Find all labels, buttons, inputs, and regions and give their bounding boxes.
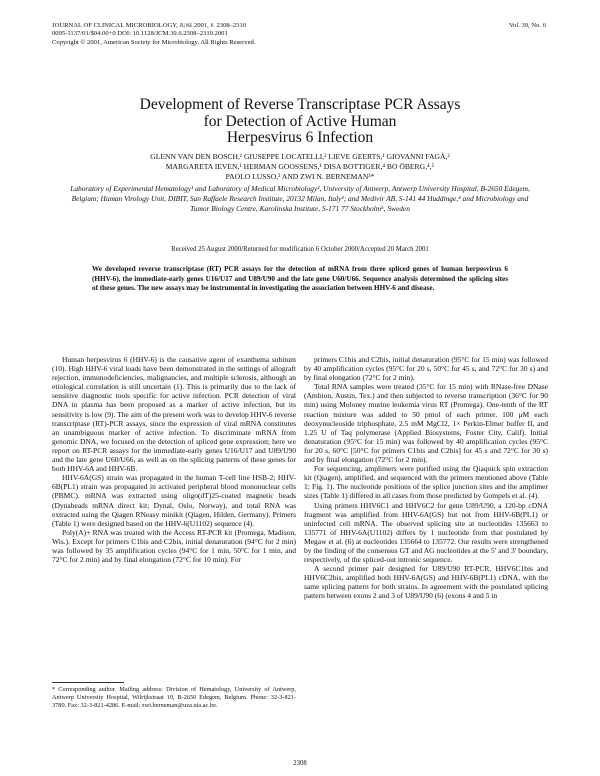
received-dates: Received 25 August 2000/Returned for modification 6 October 2000/Accepted 20 March 2001 bbox=[171, 246, 429, 253]
paragraph: HHV-6A(GS) strain was propagated in the human T-cell line HSB-2; HHV-6B(PL1) strain was propagated in activated peripheral blood mononuclear cells (PBMC). mRNA was extracted using oligo(dT)25-coated magnetic beads (Dynabeads mRNA direct kit; Dynal, Oslo, Norway), and total RNA was extracted using the Qiagen RNeasy minikit (Qiagen, Hilden, Germany). Primers (Table 1) were designed based on the HHV-6(U1102) sequence (4). bbox=[52, 473, 296, 528]
paragraph: Using primers HHV6C1 and HHV6C2 for gene U89/U90, a 120-bp cDNA fragment was amplified from HHV-6A(GS) but not from HHV-6B(PL1) or uninfected cell mRNA. The observed splicing site at nucleotides 135663 to 135771 of HHV-6A(U1102) differs by 1 nucleotide from that postulated by Megaw et al. (6) at nucleotides 135664 to 135772. Our results were strengthened by the finding of the consensus GT and AG nucleotides at the 5′ and 3′ boundary, respectively, of the spliced-out intronic sequence. bbox=[304, 500, 548, 565]
footnote-divider bbox=[52, 682, 124, 683]
title-line-2: for Detection of Active Human bbox=[203, 112, 397, 130]
article-title bbox=[60, 97, 540, 147]
paragraph: Poly(A)+ RNA was treated with the Access RT-PCR kit (Promega, Madison, Wis.). Except for primers C1bis and C2bis, initial denaturation (94°C for 2 min) was followed by 35 amplification cycles (94°C for 1 min, 50°C for 1 min, and 72°C for 2 min) and by final elongation (72°C for 10 min). For bbox=[52, 527, 296, 565]
journal-header bbox=[52, 22, 255, 47]
authors-line-1: GLENN VAN DEN BOSCH,¹ GIUSEPPE LOCATELLI,² LIEVE GEERTS,¹ GIOVANNI FAGÀ,² bbox=[150, 152, 450, 161]
authors-line-2: MARGARETA IEVEN,¹ HERMAN GOOSSENS,¹ DISA BOTTIGER,⁴ BO ÖBERG,⁴,⁵ bbox=[165, 162, 435, 171]
paragraph: Human herpesvirus 6 (HHV-6) is the causative agent of exanthema subitum (10). High HHV-6 viral loads have been demonstrated in the settings of allograft rejection, immunodeficiencies, malignancies, and multiple sclerosis, although an etiological correlation is still uncertain (1). This is primarily due to the lack of sensitive diagnostic tools specific for active infection. PCR detection of viral DNA in plasma has been proposed as a marker of active infection, but its sensitivity is low (9). The aim of the present work was to develop HHV-6 reverse transcriptase (RT)-PCR assays, since the expression of viral mRNA constitutes an unambiguous marker of active infection. To discriminate mRNA from genomic DNA, we focused on the detection of spliced gene expression; here we report on RT-PCR assays for the immediate-early genes U16/U17 and U89/U90 and the late gene U60/U66, as well as on the splicing patterns of these genes for both HHV-6A and HHV-6B. bbox=[52, 355, 296, 474]
right-column bbox=[304, 355, 548, 601]
author-list bbox=[60, 152, 540, 182]
title-line-3: Herpesvirus 6 Infection bbox=[226, 129, 374, 146]
affiliations: Laboratory of Experimental Hematology¹ and Laboratory of Medical Microbiology², University of Antwerp, Antwerp University Hospital, B-2650 Edegem, Belgium; Human Virology Unit, DIBIT, San Raffaele Research Institute, 20132 Milan, Italy²; and Medivir AB, S-141 44 Huddinge,⁴ and Microbiology and Tumor Biology Centre, Karolinska Institute, S-171 77 Stockholm⁵, Sweden bbox=[70, 184, 530, 214]
paragraph: For sequencing, amplimers were purified using the Qiaquick spin extraction kit (Qiagen), amplified, and sequenced with the primers mentioned above (Table 1; Fig. 1). The nucleotide positions of the splice junction sites and the amplimer sizes (Table 1) differed in all cases from those predicted by Gompels et al. (4). bbox=[304, 464, 548, 501]
abstract: We developed reverse transcriptase (RT) PCR assays for the detection of mRNA from three spliced genes of human herpesvirus 6 (HHV-6), the immediate-early genes U16/U17 and U89/U90 and the late gene U60/U66. Sequence analysis determined the splicing sites of these genes. The new assays may be instrumental in investigating the association between HHV-6 and disease. bbox=[92, 265, 508, 293]
authors-line-3: PAOLO LUSSO,² AND ZWI N. BERNEMAN³* bbox=[225, 172, 375, 181]
title-line-1: Development of Reverse Transcriptase PCR Assays bbox=[139, 96, 461, 113]
page-number: 2308 bbox=[293, 760, 307, 767]
journal-line: JOURNAL OF CLINICAL MICROBIOLOGY, June 2001, p. 2308–2310 bbox=[52, 22, 247, 29]
left-column bbox=[52, 355, 296, 564]
corresponding-author-footnote: * Corresponding author. Mailing address: Division of Hematology, University of Antwerp, Antwerp University Hospital, Wilrijkstraat 10, B-2650 Edegem, Belgium. Phone: 32-3-821-3780. Fax: 32-3-821-4286. E-mail: zwi.berneman@uza.uia.ac.be. bbox=[52, 686, 296, 709]
issn-line: 0095-1137/01/$04.00+0 DOI: 10.1128/JCM.39.6.2308–2310.2001 bbox=[52, 30, 228, 38]
paragraph: Total RNA samples were treated (35°C for 15 min) with RNase-free DNase (Ambion, Austin, Tex.) and then subjected to reverse transcription (36°C for 90 min) using Moloney murine leukemia virus RT (Promega). One-tenth of the RT reaction mixture was added to 50 pmol of each primer, 100 μM each deoxynucleoside triphosphate, 2.5 mM MgCl2, 1× Perkin-Elmer buffer II, and 1.25 U of Taq polymerase (Applied Biosystems, Foster City, Calif). Initial denaturation (95°C for 15 min) was followed by 40 amplification cycles (95°C for 20 s, 60°C [50°C for primers C1bis and C2bis] for 45 s and 72°C for 30 s) and by final elongation (72°C for 2 min). bbox=[304, 382, 548, 465]
volume-label: Vol. 39, No. 6 bbox=[509, 22, 546, 29]
copyright-line: Copyright © 2001, American Society for Microbiology. All Rights Reserved. bbox=[52, 38, 256, 46]
paragraph: primers C1bis and C2bis, initial denaturation (95°C for 15 min) was followed by 40 amplification cycles (95°C for 20 s, 50°C for 45 s, and 72°C for 30 s) and by final elongation (72°C for 2 min). bbox=[304, 355, 548, 383]
paragraph: A second primer pair designed for U89/U90 RT-PCR, HHV6C1bis and HHV6C2bis, amplified both HHV-6A(GS) and HHV-6B(PL1) cDNA, with the same splicing pattern for both strains. In agreement with the postulated splicing pattern between exons 2 and 3 of U89/U90 (6) (exons 4 and 5 in bbox=[304, 564, 548, 601]
